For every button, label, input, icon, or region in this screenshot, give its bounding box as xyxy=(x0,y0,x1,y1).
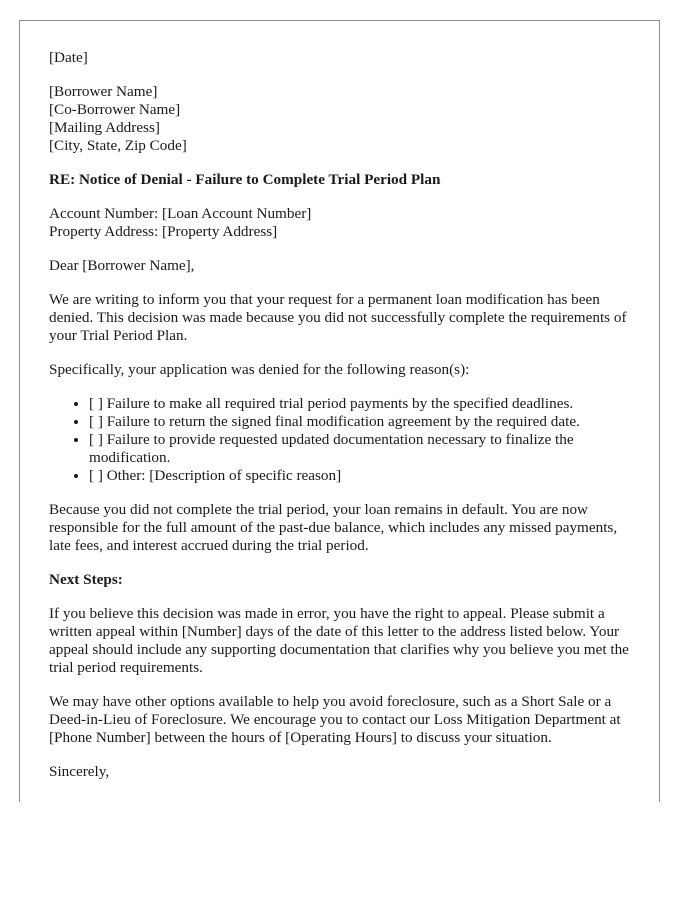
reason-item: • [ ] Other: [Description of specific reason] xyxy=(89,467,630,485)
recipient-address-block xyxy=(49,83,630,155)
reason-item: • [ ] Failure to provide requested updated documentation necessary to finalize the modification. xyxy=(89,431,630,467)
intro-paragraph: We are writing to inform you that your request for a permanent loan modification has been denied. This decision was made because you did not successfully complete the requirements of your Trial Period Plan. xyxy=(49,291,627,344)
account-number: Account Number: [Loan Account Number] xyxy=(49,205,312,222)
appeal-paragraph: If you believe this decision was made in error, you have the right to appeal. Please submit a written appeal within [Number] days of the date of this letter to the address listed below. Your appeal should include any supporting documentation that clarifies why you believe you met the trial period requirements. xyxy=(49,605,629,676)
letter-page xyxy=(19,20,660,802)
mailing-address: [Mailing Address] xyxy=(49,119,160,136)
city-state-zip: [City, State, Zip Code] xyxy=(49,137,187,154)
reason-item: • [ ] Failure to make all required trial period payments by the specified deadlines. xyxy=(89,395,630,413)
account-block xyxy=(49,205,630,241)
closing: Sincerely, xyxy=(49,763,110,780)
reasons-list xyxy=(49,395,630,485)
default-paragraph: Because you did not complete the trial period, your loan remains in default. You are now responsible for the full amount of the past-due balance, which includes any missed payments, late fees, and interest accrued during the trial period. xyxy=(49,501,618,554)
subject-line: RE: Notice of Denial - Failure to Complete Trial Period Plan xyxy=(49,171,441,188)
property-address: Property Address: [Property Address] xyxy=(49,223,278,240)
co-borrower-name: [Co-Borrower Name] xyxy=(49,101,181,118)
salutation: Dear [Borrower Name], xyxy=(49,257,195,274)
next-steps-heading: Next Steps: xyxy=(49,571,123,588)
reasons-intro: Specifically, your application was denied for the following reason(s): xyxy=(49,361,470,378)
borrower-name: [Borrower Name] xyxy=(49,83,158,100)
letter-date: [Date] xyxy=(49,49,88,66)
options-paragraph: We may have other options available to help you avoid foreclosure, such as a Short Sale or a Deed-in-Lieu of Foreclosure. We encourage you to contact our Loss Mitigation Department at [Phone Number] between the hours of [Operating Hours] to discuss your situation. xyxy=(49,693,621,746)
reason-item: • [ ] Failure to return the signed final modification agreement by the required date. xyxy=(89,413,630,431)
